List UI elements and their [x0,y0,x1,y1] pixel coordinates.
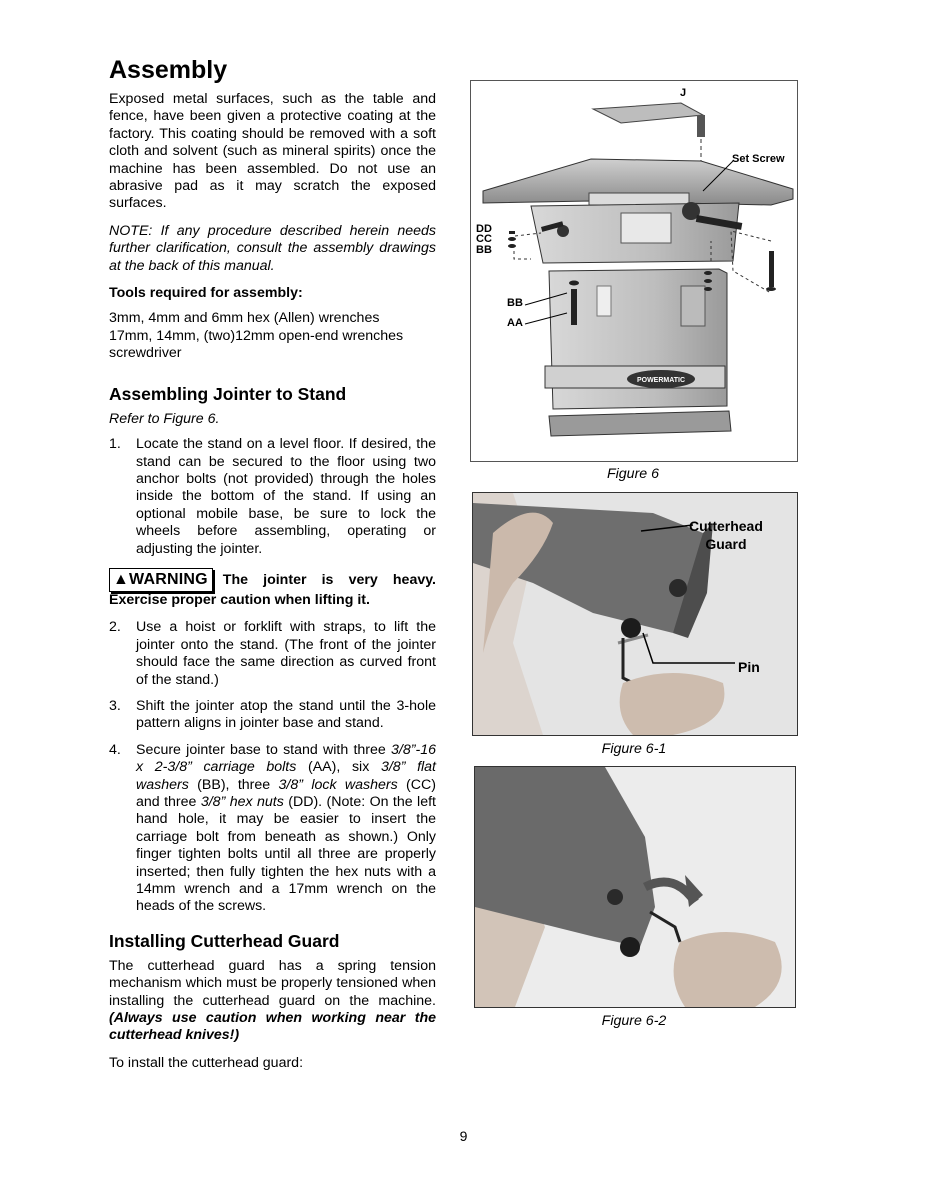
figure-6 [470,80,798,462]
step-item [109,698,436,733]
figure-6-2-caption: Figure 6-2 [601,1013,667,1029]
warning-block [109,568,436,609]
figure-6-2 [474,766,796,1008]
label-bb-lower: BB [507,297,523,309]
label-pin: Pin [738,659,760,675]
warning-text: The jointer is very heavy. Exercise proper caution when lifting it. [109,571,436,608]
jointer-assembly-illustration [471,81,797,461]
figure-6-caption: Figure 6 [606,466,660,482]
guard-instructions-lead: To install the cutterhead guard: [109,1054,304,1071]
step-number: 1. [109,436,121,453]
page-number: 9 [459,1128,468,1144]
steps-list-1 [109,436,436,558]
label-set-screw: Set Screw [732,153,785,165]
step-text: Use a hoist or forklift with straps, to lift the jointer onto the stand. (The front of the jointer should face the same direction as curved front of the stand.) [136,619,436,688]
tool-item: 17mm, 14mm, (two)12mm open-end wrenches [109,327,404,344]
step-text: Locate the stand on a level floor. If desired, the stand can be secured to the floor using two anchor bolts (not provided) through the holes inside the bottom of the stand. If using an optional mobile base, be sure to lock the wheels before assembling, operating or adjusting the jointer. [136,436,436,557]
figure-6-1-caption: Figure 6-1 [601,741,667,757]
step-number: 3. [109,697,121,714]
label-dd: DD [476,223,492,235]
warning-label: WARNING [129,570,208,588]
tools-list [109,310,436,362]
figure-reference: Refer to Figure 6. [109,410,220,427]
brand-logo: POWERMATIC [636,377,686,384]
label-j: J [680,87,687,99]
step-number: 4. [109,741,121,758]
guard-rotation-photo [475,767,795,1007]
left-column [109,55,436,1082]
tool-item: screwdriver [109,345,182,362]
figure-6-1 [472,492,798,736]
label-cutterhead-guard: Cutterhead Guard [689,518,763,552]
intro-paragraph: Exposed metal surfaces, such as the table and fence, have been given a protective coating at the factory. This coating should be removed with a soft cloth and solvent (such as mineral spirits) once the machine has been assembled. Do not use an abrasive pad as it may scratch the exposed surfaces. [109,91,436,212]
guard-paragraph: The cutterhead guard has a spring tension mechanism which must be properly tensioned when installing the cutterhead guard on the machine. (Always use caution when working near the cutterhead knives!) [109,957,436,1044]
page-title: Assembly [109,56,228,84]
step-item [109,436,436,558]
tool-item: 3mm, 4mm and 6mm hex (Allen) wrenches [109,310,380,327]
step-text: Secure jointer base to stand with three 3/8”-16 x 2-3/8” carriage bolts (AA), six 3/8” flat washers (BB), three 3/8” lock washers (CC) and three 3/8” hex nuts (DD). (Note: On the left hand hole, it may be easier to insert the carriage bolt from beneath as shown.) Only finger tighten bolts until all three are properly inserted; then fully tighten the hex nuts with a 14mm wrench and a 17mm wrench on the heads of the screws. [136,741,436,915]
step-item [109,619,436,689]
section-heading-cutterhead-guard: Installing Cutterhead Guard [109,930,340,951]
label-cc: CC [476,233,492,245]
label-aa: AA [507,317,523,329]
steps-list-2 [109,619,436,916]
tools-title: Tools required for assembly: [109,285,303,302]
note-paragraph: NOTE: If any procedure described herein needs further clarification, consult the assembly drawings at the back of this manual. [109,222,436,274]
step-text: Shift the jointer atop the stand until the 3-hole pattern aligns in jointer base and stand. [136,697,436,732]
warning-triangle-icon: ▲ [113,570,130,588]
step-number: 2. [109,619,121,636]
section-heading-jointer-to-stand: Assembling Jointer to Stand [109,383,347,404]
step-item [109,742,436,916]
warning-badge [109,568,213,592]
label-bb: BB [476,244,492,256]
